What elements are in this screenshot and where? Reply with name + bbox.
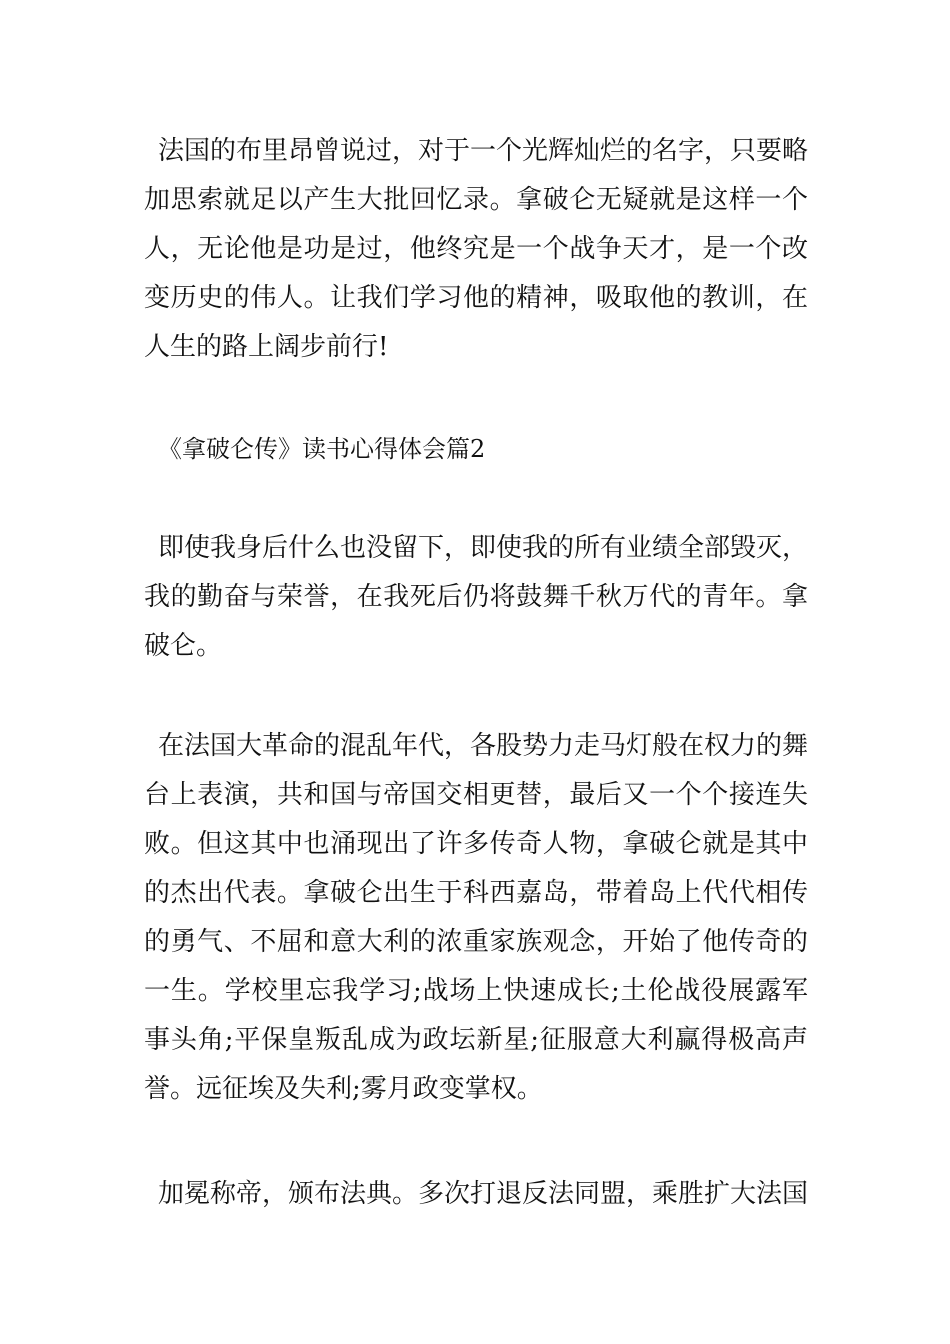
paragraph-closing-reflection: 法国的布里昂曾说过，对于一个光辉灿烂的名字，只要略加思索就足以产生大批回忆录。拿破仑无疑就是这样一个人，无论他是功是过，他终究是一个战争天才，是一个改变历史的伟人。让我们学习他的精神，吸取他的教训，在人生的路上阔步前行! [144, 136, 809, 362]
paragraph-revolution-era: 在法国大革命的混乱年代，各股势力走马灯般在权力的舞台上表演，共和国与帝国交相更替，最后又一个个接连失败。但这其中也涌现出了许多传奇人物，拿破仑就是其中的杰出代表。拿破仑出生于科西嘉岛，带着岛上代代相传的勇气、不屈和意大利的浓重家族观念，开始了他传奇的一生。学校里忘我学习;战场上快速成长;土伦战役展露军事头角;平保皇叛乱成为政坛新星;征服意大利赢得极高声誉。远征埃及失利;雾月政变掌权。 [144, 731, 809, 1104]
paragraph-coronation: 加冕称帝，颁布法典。多次打退反法同盟，乘胜扩大法国 [158, 1179, 809, 1209]
section-heading: 《拿破仑传》读书心得体会篇2 [158, 435, 486, 463]
paragraph-napoleon-quote: 即使我身后什么也没留下，即使我的所有业绩全部毁灭，我的勤奋与荣誉，在我死后仍将鼓舞千秋万代的青年。拿破仑。 [144, 533, 809, 661]
